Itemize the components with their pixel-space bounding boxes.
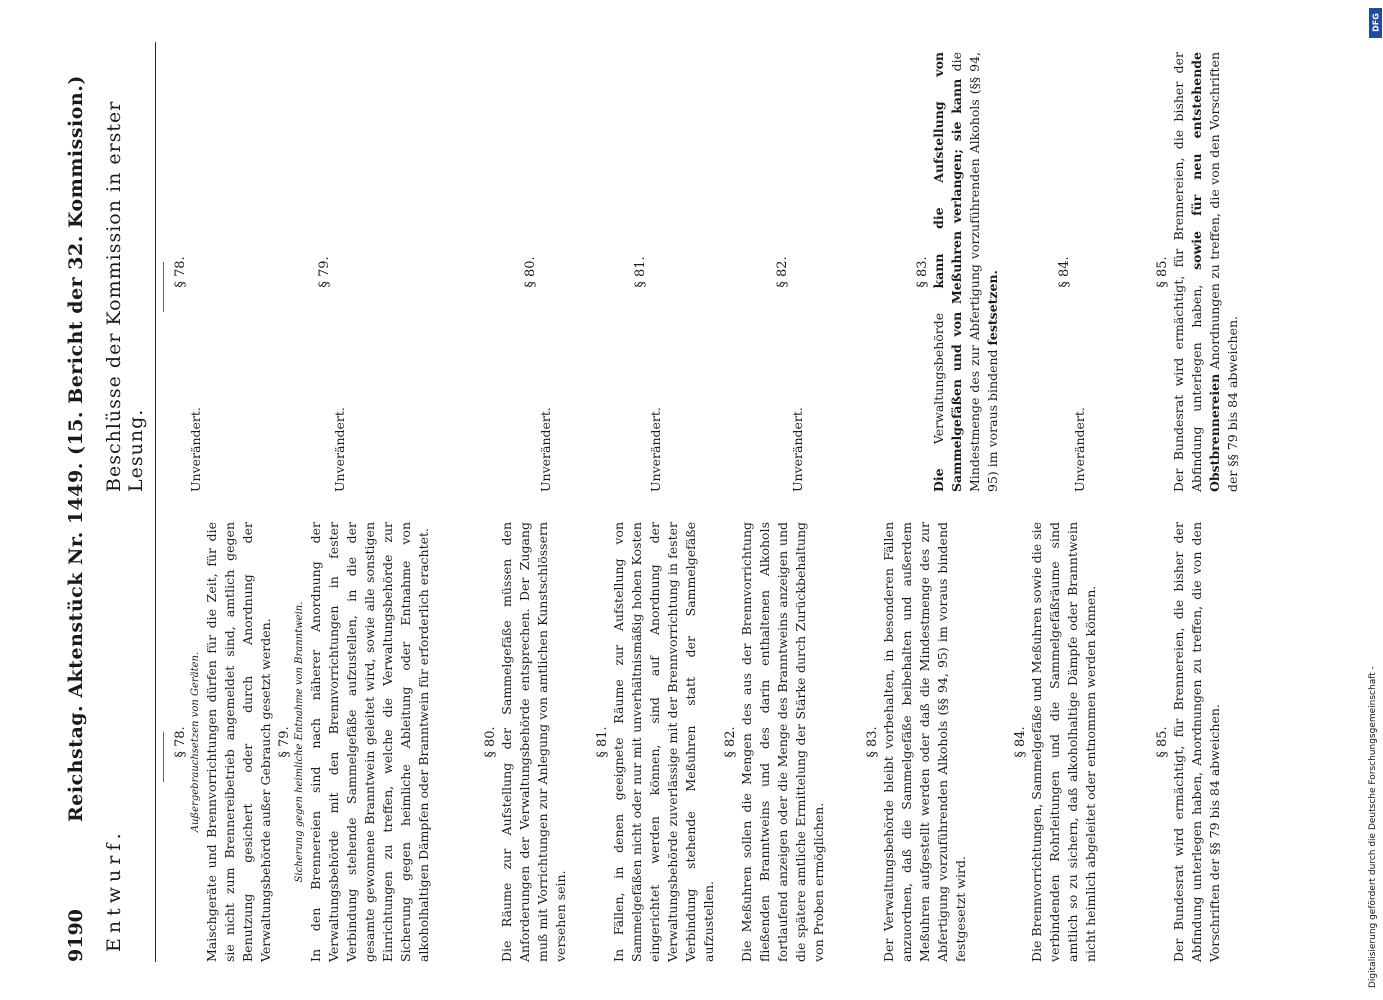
resolution-plain: Der Bundesrat wird ermächtigt, für Brennereien, die bisher der Abfindung unterlegen haben, — [1171, 52, 1204, 492]
draft-text: In Fällen, in denen geeignete Räume zur Aufstellung von Sammelgefäßen nicht oder nur mit unverhältnismäßig hohen Kosten eingerichtet werden können, sind auf Anordnung der Verwaltungsbehörde zuverlässige mit der Brennvorrichtung in fester Verbindung stehende Meßuhren statt der Sammelgefäße aufzustellen. — [611, 522, 716, 962]
paragraph-number: § 79. — [277, 726, 292, 758]
resolution-section-78 — [173, 52, 203, 492]
section-caption: Außergebrauchsetzen von Geräten. — [190, 651, 201, 833]
page-number: 9190 — [65, 909, 87, 962]
resolution-section-83 — [915, 52, 1002, 492]
resolution-plain: Anordnungen zu treffen, die von den Vorschriften der §§ 79 bis 84 abweichen. — [1207, 52, 1240, 492]
resolution-bold: Die — [931, 468, 946, 492]
resolution-text: Unverändert. — [790, 407, 805, 492]
paragraph-number: § 81. — [595, 726, 610, 758]
resolution-plain: die Mindestmenge des zur Abfertigung vorzuführenden Alkohols (§§ 94, 95) im voraus bindend — [949, 52, 1000, 492]
resolution-bold: sowie für neu entstehende Obstbrennereien — [1189, 52, 1222, 492]
paragraph-number: § 85. — [1155, 256, 1170, 288]
running-header — [65, 42, 95, 962]
draft-section-84 — [1013, 522, 1100, 962]
paragraph-number: § 84. — [1057, 256, 1072, 288]
section-caption: Sicherung gegen heimliche Entnahme von Branntwein. — [294, 601, 305, 883]
resolution-section-84 — [1057, 52, 1087, 492]
draft-section-83 — [865, 522, 970, 962]
draft-section-79 — [277, 522, 433, 962]
resolution-bold: kann die Aufstellung von Sammelgefäßen und von Meßuhren verlangen; sie kann — [931, 52, 964, 492]
resolution-bold: festsetzen. — [985, 270, 1000, 346]
draft-text: In den Brennereien sind nach näherer Anordnung der Verwaltungsbehörde mit den Brennvorrichtungen in fester Verbindung stehende Sammelgefäße aufzustellen, in die der gesamte gewonnene Branntwein geleitet wird, sowie alle sonstigen Einrichtungen zu treffen, welche die Verwaltungsbehörde zur Sicherung gegen heimliche Ableitung oder Entnahme von alkoholhaltigen Dämpfen oder Branntwein für erforderlich erachtet. — [308, 522, 431, 962]
resolution-text: Unverändert. — [648, 407, 663, 492]
paragraph-number: § 85. — [1155, 726, 1170, 758]
draft-section-78 — [173, 522, 275, 962]
digitization-credit: Digitalisierung gefördert durch die Deutsche Forschungsgemeinschaft - — [1368, 666, 1378, 988]
header-rule — [155, 42, 156, 962]
draft-text: Die Meßuhren sollen die Mengen des aus der Brennvorrichtung fließenden Branntweins und des darin enthaltenen Alkohols fortlaufend anzeigen oder die Menge des Branntweins anzeigen und die spätere amtliche Ermittelung der Stärke durch Zurückbehaltung von Proben ermöglichen. — [739, 522, 826, 962]
resolution-section-85 — [1155, 52, 1242, 492]
column-heading-draft: Entwurf. — [103, 828, 125, 952]
draft-text: Die Brennvorrichtungen, Sammelgefäße und Meßuhren sowie die sie verbindenden Rohrleitungen und die Sammelgefäßräume sind amtlich so zu sichern, daß alkoholhaltige Dämpfe oder Branntwein nicht heimlich abgeleitet oder entnommen werden können. — [1029, 522, 1098, 962]
draft-text: Die Räume zur Aufstellung der Sammelgefäße müssen den Anforderungen der Verwaltungsbehörde entsprechen. Der Zugang muß mit Vorrichtungen zur Anlegung von amtlichen Kunstschlössern versehen sein. — [499, 522, 568, 962]
paragraph-number: § 81. — [633, 256, 648, 288]
paragraph-number: § 84. — [1013, 726, 1028, 758]
resolution-section-79 — [317, 52, 347, 492]
resolution-plain: Verwaltungsbehörde — [931, 288, 946, 469]
draft-text: Der Verwaltungsbehörde bleibt vorbehalten, in besonderen Fällen anzuordnen, daß die Sammelgefäße beibehalten und außerdem Meßuhren aufgestellt werden oder daß die Mindestmenge des zur Abfertigung vorzuführenden Alkohols (§§ 94, 95) im voraus bindend festgesetzt wird. — [881, 522, 968, 962]
paragraph-number: § 80. — [483, 726, 498, 758]
draft-section-80 — [483, 522, 570, 962]
draft-text: Maischgeräte und Brennvorrichtungen dürfen für die Zeit, für die sie nicht zum Brennereibetrieb angemeldet sind, amtlich gegen Benutzung gesichert oder durch Anordnung der Verwaltungsbehörde außer Gebrauch gesetzt werden. — [204, 522, 273, 962]
resolution-section-82 — [775, 52, 805, 492]
rotated-page-content — [55, 42, 1317, 962]
paragraph-number: § 83. — [915, 256, 930, 288]
paragraph-number: § 78. — [173, 256, 188, 288]
paragraph-number: § 78. — [173, 726, 188, 758]
dfg-logo-text: DFG — [1371, 13, 1381, 32]
resolution-text: Unverändert. — [332, 407, 347, 492]
draft-section-82 — [723, 522, 828, 962]
paragraph-number: § 82. — [723, 726, 738, 758]
column-heading-resolutions: Beschlüsse der Kommission in erster Lesung. — [103, 100, 147, 492]
draft-section-85 — [1155, 522, 1224, 962]
divider-left — [163, 732, 164, 782]
resolution-text — [1170, 52, 1242, 492]
resolution-text: Unverändert. — [538, 407, 553, 492]
divider-right — [163, 262, 164, 312]
draft-section-81 — [595, 522, 718, 962]
resolution-text: Unverändert. — [1072, 407, 1087, 492]
resolution-text: Unverändert. — [188, 407, 203, 492]
paragraph-number: § 79. — [317, 256, 332, 288]
resolution-text — [930, 52, 1002, 492]
draft-text: Der Bundesrat wird ermächtigt, für Brennereien, die bisher der Abfindung unterlegen haben, Anordnungen zu treffen, die von den Vorschriften der §§ 79 bis 84 abweichen. — [1171, 522, 1222, 962]
resolution-section-80 — [523, 52, 553, 492]
running-head-title: Reichstag. Aktenstück Nr. 1449. (15. Bericht der 32. Kommission.) — [65, 75, 87, 822]
paragraph-number: § 83. — [865, 726, 880, 758]
paragraph-number: § 82. — [775, 256, 790, 288]
resolution-section-81 — [633, 52, 663, 492]
paragraph-number: § 80. — [523, 256, 538, 288]
